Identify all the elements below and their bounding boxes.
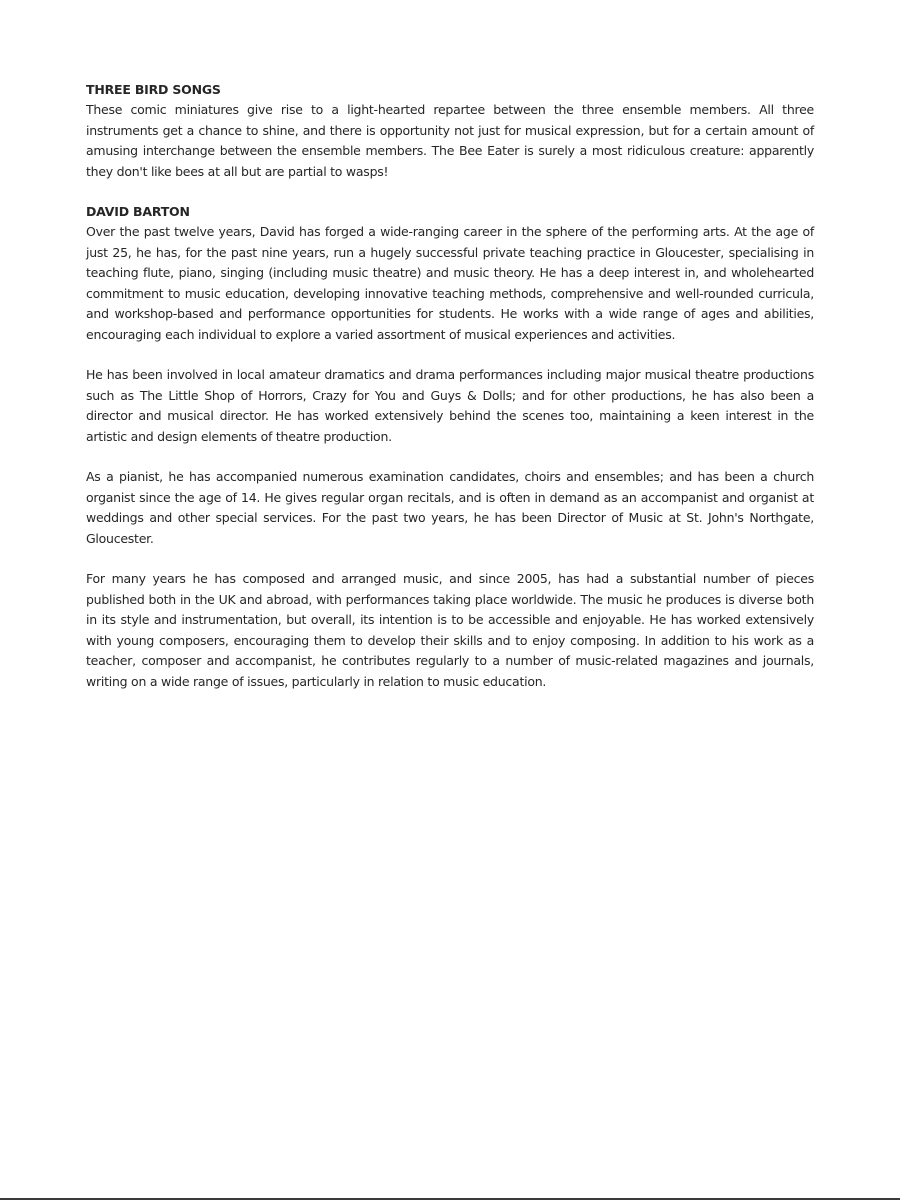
section-heading: DAVID BARTON <box>86 204 190 219</box>
paragraph: For many years he has composed and arranged music, and since 2005, has had a substantial number of pieces published both in the UK and abroad, with performances taking place worldwide. The music he produces is diverse both in its style and instrumentation, but overall, its intention is to be accessible and enjoyable. He has worked extensively with young composers, encouraging them to develop their skills and to enjoy composing. In addition to his work as a teacher, composer and accompanist, he contributes regularly to a number of music-related magazines and journals, writing on a wide range of issues, particularly in relation to music education. <box>86 571 814 689</box>
paragraph: As a pianist, he has accompanied numerous examination candidates, choirs and ensembles; and has been a church organist since the age of 14. He gives regular organ recitals, and is often in demand as an accompanist and organist at weddings and other special services. For the past two years, he has been Director of Music at St. John's Northgate, Gloucester. <box>86 469 814 546</box>
section-three-bird-songs <box>86 80 814 182</box>
paragraph: Over the past twelve years, David has forged a wide-ranging career in the sphere of the performing arts. At the age of just 25, he has, for the past nine years, run a hugely successful private teaching practice in Gloucester, specialising in teaching flute, piano, singing (including music theatre) and music theory. He has a deep interest in, and wholehearted commitment to music education, developing innovative teaching methods, comprehensive and well-rounded curricula, and workshop-based and performance opportunities for students. He works with a wide range of ages and abilities, encouraging each individual to explore a varied assortment of musical experiences and activities. <box>86 224 814 342</box>
section-david-barton <box>86 202 814 692</box>
section-heading: THREE BIRD SONGS <box>86 82 221 97</box>
document-page <box>86 80 814 712</box>
paragraph: These comic miniatures give rise to a light-hearted repartee between the three ensemble members. All three instruments get a chance to shine, and there is opportunity not just for musical expression, but for a certain amount of amusing interchange between the ensemble members. The Bee Eater is surely a most ridiculous creature: apparently they don't like bees at all but are partial to wasps! <box>86 102 814 179</box>
paragraph: He has been involved in local amateur dramatics and drama performances including major musical theatre productions such as The Little Shop of Horrors, Crazy for You and Guys & Dolls; and for other productions, he has also been a director and musical director. He has worked extensively behind the scenes too, maintaining a keen interest in the artistic and design elements of theatre production. <box>86 367 814 444</box>
